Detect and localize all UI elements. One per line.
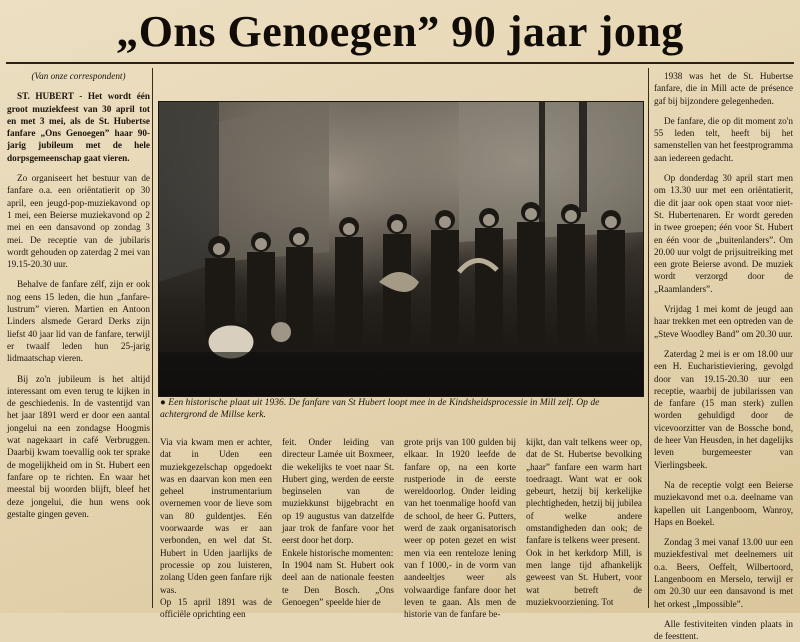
paragraph: Zaterdag 2 mei is er om 18.00 uur een H. Eucharistieviering, gevolgd door van 19.15-20.30 uur een receptie, waarbij de jubilarissen van de fanfare (15 man sterk) zullen worden gehuldigd door de vicevoorzitter van de Bossche bond, de heer Van Heusden, in het dagelijks leven burgemeester van Vierlingsbeek. xyxy=(654,348,793,470)
left-column xyxy=(7,70,150,610)
paragraph: Vrijdag 1 mei komt de jeugd aan haar trekken met een optreden van de „Steve Woodley Band” om 20.30 uur. xyxy=(654,304,793,339)
right-column xyxy=(654,70,793,642)
byline: (Van onze correspondent) xyxy=(31,71,126,81)
caption-bullet: ● xyxy=(160,397,166,408)
bottom-column-4: kijkt, dan valt telkens weer op, dat de St. Hubertse bevolking „haar” fanfare een warm hart toedraagt. Want wat er ook gebeurt, hetzij bij kerkelijke plechtigheden, hetzij bij jubilea of welke andere omstandigheden dan ook; de fanfare is telkens weer present. Ook in het kerkdorp Mill, is men lange tijd afhankelijk geweest van St. Hubert, voor wat betreft de muziekvoorziening. Tot xyxy=(526,437,642,607)
bottom-column-3: grote prijs van 100 gulden bij elkaar. In 1920 leefde de fanfare op, na een korte rustperiode in de eerste wereldoorlog. Onder leiding van het toenmalige hoofd van de school, de heer G. Putters, werd de zaak organisatorisch weer op poten gezet en wist men via een renteloze lening van f 1000,- in de vorm van aandeeltjes weer als volwaardige fanfare door het leven te gaan. Als men de historie van de fanfare be- xyxy=(404,437,516,620)
column-divider xyxy=(648,68,649,608)
paragraph: Na de receptie volgt een Beierse muziekavond met o.a. deelname van kapellen uit Langenboom, Wanroy, Haps en Boekel. xyxy=(654,479,793,527)
headline-rule xyxy=(6,62,794,64)
bottom-column-2: feit. Onder leiding van directeur Lamée uit Boxmeer, die wekelijks te voet naar St. Hubert ging, werden de eerste beginselen van de muziekkunst bijgebracht en op 19 augustus van datzelfde jaar trok de fanfare voor het eerst door het dorp. Enkele historische momenten: In 1904 nam St. Hubert ook deel aan de nationale feesten te Den Bosch. „Ons Genoegen” speelde hier de xyxy=(282,437,394,607)
paragraph: Zo organiseert het bestuur van de fanfare o.a. een oriëntatierit op 30 april, een jeugd-pop-muziekavond op 1 mei, een Beierse muziekavond op 2 mei en een dansavond op zondag 3 mei. De receptie van de jubilaris wordt gehouden op zaterdag 2 mei van 19.15-20.30 uur. xyxy=(7,173,150,270)
headline: „Ons Genoegen” 90 jaar jong xyxy=(116,7,684,56)
bottom-column-1: Via via kwam men er achter, dat in Uden een muziekgezelschap opgedoekt was en daarvan kon men een geheel instrumentarium overnemen voor de lieve som van 80 guldentjes. Eén voorwaarde was er aan verbonden, en wel dat St. Hubert in Uden jaarlijks de processie op zou luisteren, zolang Uden geen fanfare rijk was. Op 15 april 1891 was de officiële oprichting een xyxy=(160,437,272,620)
caption-text: Een historische plaat uit 1936. De fanfare van St Hubert loopt mee in de Kindsheidsprocessie in Mill zelf. Op de achtergrond de Millse kerk. xyxy=(160,397,600,420)
paragraph: Behalve de fanfare zélf, zijn er ook nog eens 15 leden, die hun „fanfare-lustrum” vieren. Martien en Antoon Linders alsmede Gerard Derks zijn liefst 40 jaar lid van de fanfare, terwijl er twaalf leden hun 25-jarig lidmaatschap vieren. xyxy=(7,279,150,364)
paragraph: Bij zo'n jubileum is het altijd interessant om even terug te kijken in de geschiedenis. In de vastentijd van het jaar 1891 werd er door een aantal jongelui na een zondagse Hoogmis wat nagekaart in café Verbruggen. Daarbij kwam toevallig ook ter sprake de mogelijkheid om in St. Hubert een fanfare op te richten. En waar het meestal bij woorden blijft, bleef het deze jongelui, die hun wens ook gestalte gingen geven. xyxy=(7,373,150,519)
paragraph: Zondag 3 mei vanaf 13.00 uur een muziekfestival met deelnemers uit o.a. Beers, Oeffelt, Wilbertoord, Langenboom en Merselo, terwijl er om 20.30 uur een dansavond is met het orkest „Impossible”. xyxy=(654,537,793,609)
column-divider xyxy=(152,68,153,608)
paragraph: Alle festiviteiten vinden plaats in de feesttent. xyxy=(654,618,793,642)
photo-caption xyxy=(160,397,644,421)
paragraph: 1938 was het de St. Hubertse fanfare, die in Mill acte de présence gaf bij bijzondere gelegenheden. xyxy=(654,71,793,106)
historic-photo xyxy=(158,101,644,397)
band-procession-image xyxy=(159,102,643,396)
lead-paragraph: ST. HUBERT - Het wordt één groot muziekfeest van 30 april tot en met 3 mei, als de St. Hubertse fanfare „Ons Genoegen” haar 90-jarig jubileum met de hele dorpsgemeenschap gaat vieren. xyxy=(7,91,150,163)
paragraph: De fanfare, die op dit moment zo'n 55 leden telt, heeft bij het samenstellen van het feestprogramma aan iedereen gedacht. xyxy=(654,115,793,163)
paragraph: Op donderdag 30 april start men om 13.30 uur met een oriëntatierit, die dit jaar ook open staat voor niet-St. Hubertenaren. Er wordt gereden in twee groepen; één voor St. Hubert en één voor de „buitenlanders”. Om 20.00 uur volgt de prijsuitreiking met een grote Beierse avond. De muziek wordt verzorgd door de „Raamlanders”. xyxy=(654,173,793,294)
